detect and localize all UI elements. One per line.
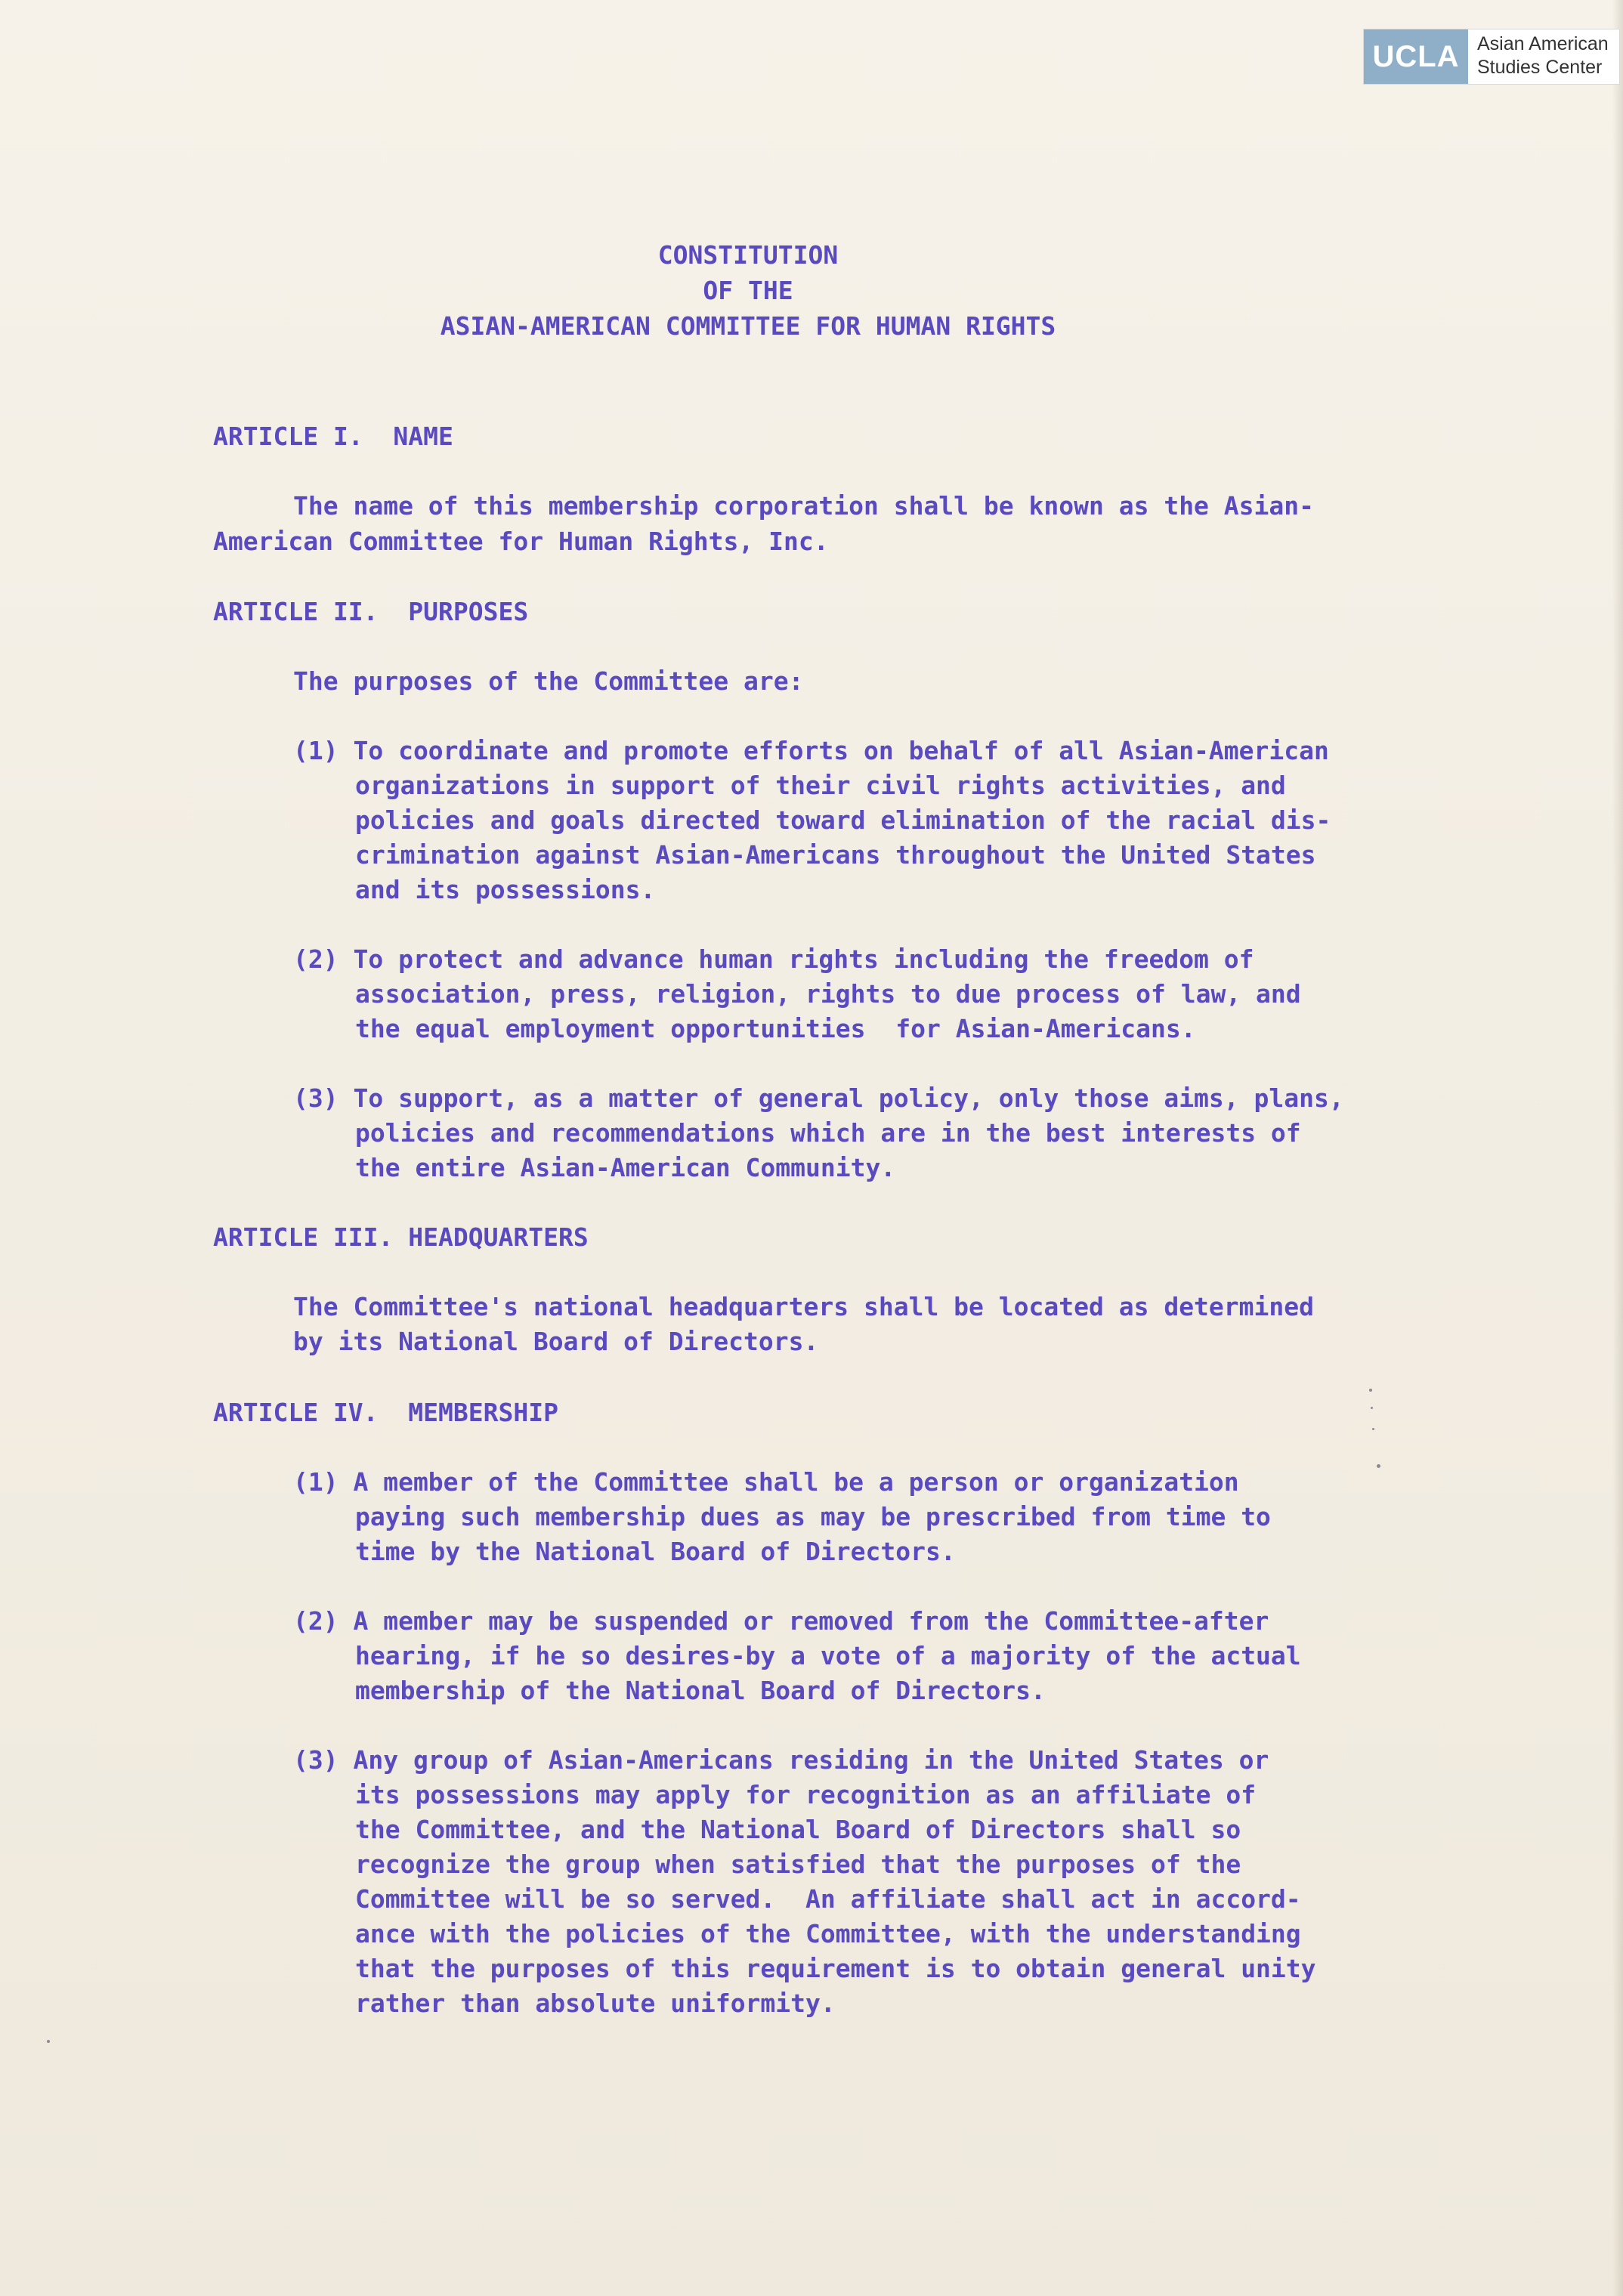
- paper-speck: [47, 2040, 50, 2043]
- article-4-item-1-line: time by the National Board of Directors.: [355, 1537, 956, 1566]
- article-2-item-3-line: policies and recommendations which are in the best interests of: [355, 1118, 1301, 1148]
- article-3-line: The Committee's national headquarters shall be located as determined: [293, 1292, 1315, 1321]
- article-2-item-1-line: policies and goals directed toward elimination of the racial dis-: [355, 805, 1331, 835]
- center-name-line-1: Asian American: [1477, 33, 1609, 54]
- title-line-1: CONSTITUTION: [657, 240, 839, 270]
- article-1-line: American Committee for Human Rights, Inc.: [213, 527, 829, 556]
- paper-speck: [1369, 1389, 1372, 1392]
- center-name-line-2: Studies Center: [1477, 57, 1603, 78]
- article-2-item-3-line: the entire Asian-American Community.: [355, 1153, 896, 1182]
- article-4-item-2-line: hearing, if he so desires-by a vote of a majority of the actual: [355, 1641, 1301, 1670]
- title-line-3: ASIAN-AMERICAN COMMITTEE FOR HUMAN RIGHTS: [440, 311, 1056, 341]
- article-2-intro: The purposes of the Committee are:: [293, 666, 804, 696]
- center-name: [1468, 29, 1619, 84]
- article-4-item-3-line: ance with the policies of the Committee, with the understanding: [355, 1919, 1301, 1948]
- article-1-line: The name of this membership corporation shall be known as the Asian-: [293, 491, 1315, 521]
- ucla-aasc-logo: [1363, 29, 1620, 85]
- article-4-item-3-line: the Committee, and the National Board of Directors shall so: [355, 1815, 1241, 1844]
- article-2-item-2-line: association, press, religion, rights to due process of law, and: [355, 979, 1301, 1009]
- article-2-item-1-line: (1) To coordinate and promote efforts on behalf of all Asian-American: [293, 736, 1329, 765]
- article-2-item-3-line: (3) To support, as a matter of general policy, only those aims, plans,: [293, 1083, 1344, 1113]
- article-2-item-2-line: (2) To protect and advance human rights including the freedom of: [293, 944, 1254, 974]
- article-4-item-2-line: membership of the National Board of Directors.: [355, 1676, 1046, 1705]
- article-4-item-3-line: its possessions may apply for recognition as an affiliate of: [355, 1780, 1257, 1809]
- article-4-item-1-line: paying such membership dues as may be prescribed from time to: [355, 1502, 1271, 1531]
- paper-speck: [1372, 1428, 1374, 1430]
- article-2-item-1-line: crimination against Asian-Americans throughout the United States: [355, 840, 1316, 870]
- ucla-wordmark: UCLA: [1364, 29, 1468, 84]
- article-2-item-2-line: the equal employment opportunities for Asian-Americans.: [355, 1014, 1196, 1043]
- title-line-2: OF THE: [703, 276, 793, 305]
- article-2-heading: ARTICLE II. PURPOSES: [213, 597, 529, 626]
- paper-edge-shadow: [1612, 0, 1623, 2296]
- article-3-line: by its National Board of Directors.: [293, 1327, 819, 1356]
- article-4-item-3-line: recognize the group when satisfied that the purposes of the: [355, 1849, 1241, 1879]
- article-4-item-3-line: that the purposes of this requirement is to obtain general unity: [355, 1954, 1316, 1983]
- paper-speck: [1377, 1464, 1380, 1468]
- article-4-item-2-line: (2) A member may be suspended or removed from the Committee-after: [293, 1606, 1269, 1636]
- article-2-item-1-line: organizations in support of their civil rights activities, and: [355, 771, 1286, 800]
- article-4-item-3-line: rather than absolute uniformity.: [355, 1989, 836, 2018]
- article-4-heading: ARTICLE IV. MEMBERSHIP: [213, 1398, 558, 1427]
- paper-speck: [1371, 1407, 1373, 1409]
- article-4-item-3-line: (3) Any group of Asian-Americans residing in the United States or: [293, 1745, 1269, 1775]
- article-4-item-1-line: (1) A member of the Committee shall be a person or organization: [293, 1467, 1239, 1497]
- article-2-item-1-line: and its possessions.: [355, 875, 656, 904]
- article-1-heading: ARTICLE I. NAME: [213, 422, 453, 451]
- article-4-item-3-line: Committee will be so served. An affiliate shall act in accord-: [355, 1884, 1301, 1914]
- article-3-heading: ARTICLE III. HEADQUARTERS: [213, 1222, 589, 1252]
